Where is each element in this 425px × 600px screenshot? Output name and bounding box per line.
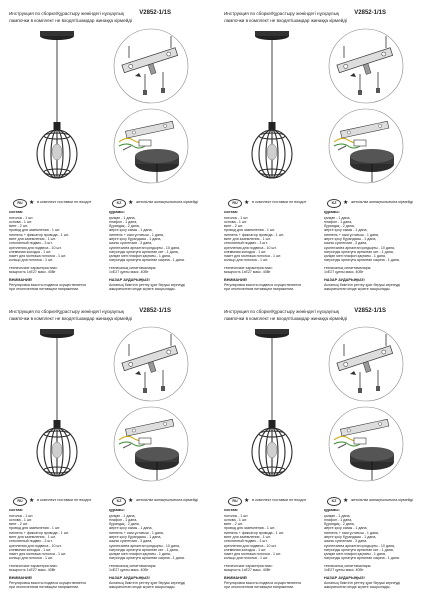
instruction-panel (218, 304, 418, 596)
list-item: жерге қосу сымы - 1 дана, (324, 228, 368, 233)
kz-badge: KZ (112, 497, 126, 506)
assembly-figures (224, 26, 412, 186)
warning-text (224, 581, 316, 590)
list-item: клеммная колодка - 1 шт. (9, 547, 52, 552)
warning-title: НАЗАР АУДАРЫҢЫЗ! (324, 278, 365, 283)
specs-value: мощность 1xE27 макс. 40Вт (9, 568, 56, 573)
list-item: патронды орнатуға арналған кит - 1 дана, (109, 249, 179, 254)
list-item: плафон - 1 дана, (109, 517, 138, 522)
specs-title: техникалық сипаттамалары: (324, 265, 372, 270)
ru-legend-text: в комплект поставки не входит (252, 498, 307, 502)
header-title: Инструкция по сборке/Құрастыру жөніндегі нұсқаулық (224, 309, 339, 314)
list-item: провод для заземления - 1 шт. (9, 228, 61, 233)
list-item: патронды орнатуға арналған сақина - 1 дана. (324, 556, 400, 561)
kz-legend-text: жеткізілім жинақтылығына кірмейді (351, 200, 413, 204)
specs-title: техникалық сипаттамалары: (109, 265, 157, 270)
list-item: основа - 1 шт. (9, 517, 32, 522)
list-item: суспензияға арналған қондырғы - 10 дана, (324, 543, 395, 548)
list-item: провод для заземления - 1 шт. (224, 228, 276, 233)
star-icon: ★ (244, 199, 250, 206)
list-item: қалқан - 1 дана, (324, 215, 351, 220)
warning-text (109, 283, 201, 292)
list-item: пакет для монтажа потолка - 1 шт. (224, 552, 282, 557)
list-item: патронды орнатуға арналған сақина - 1 дана. (324, 258, 400, 263)
contents-list (224, 514, 316, 561)
list-item: жерге қосу сымы - 1 дана, (324, 526, 368, 531)
header-subtitle: лампочки в комплект не входят/шамдар жинаққа кірмейді (224, 316, 347, 321)
list-item: суспензияға арналған қондырғы - 10 дана, (109, 543, 180, 548)
canopy-wiring-diagram (109, 404, 194, 484)
warning-title: НАЗАР АУДАРЫҢЫЗ! (324, 576, 365, 581)
specs-title: технические характеристики: (224, 563, 273, 568)
assembly-figures (9, 26, 197, 186)
star-icon: ★ (29, 199, 35, 206)
kazakh-column (109, 508, 201, 590)
warning-line: Регулировка высоты подвеса осуществляется (224, 282, 302, 287)
list-item: стеклянный подвес - 3 шт. (224, 539, 268, 544)
list-item: крепления для подвеса - 10 шт. (9, 245, 62, 250)
pendant-lamp-illustration (224, 26, 324, 191)
warning-line: Аспаның биіктігін реттеу қуат беруші кернеуді (324, 282, 401, 287)
list-item: кольцо для потолка - 1 шт. (9, 556, 54, 561)
list-item: патронды орнатуға арналған кит - 1 дана, (324, 249, 394, 254)
warning-text (109, 581, 201, 590)
panel-header (9, 10, 197, 26)
ru-legend-text: в комплект поставки не входит (37, 498, 92, 502)
panel-header (224, 308, 412, 324)
legend-row (224, 198, 412, 210)
pendant-lamp-illustration (9, 324, 109, 489)
ru-badge: RU (228, 199, 242, 208)
list-item: қалқан - 1 дана, (109, 513, 136, 518)
canopy-wiring-diagram (109, 106, 194, 186)
list-item: шыны суспензия - 3 дана, (109, 539, 153, 544)
pendant-lamp-illustration (224, 324, 324, 489)
assembly-figures (9, 324, 197, 484)
warning-text (9, 283, 101, 292)
list-item: шыны суспензия - 3 дана, (324, 539, 368, 544)
list-item: пакет для монтажа потолка - 1 шт. (9, 552, 67, 557)
list-item: потолок - 1 шт. (224, 513, 249, 518)
list-item: стеклянный подвес - 3 шт. (9, 539, 53, 544)
contents-list (109, 514, 201, 561)
list-item: ниппель + фиксатор провода - 1 шт. (9, 530, 69, 535)
warning-title: ВНИМАНИЕ! (9, 278, 33, 283)
panel-header (9, 308, 197, 324)
ru-badge: RU (13, 199, 27, 208)
list-item: ниппель + фиксатор провода - 1 шт. (9, 232, 69, 237)
specs-title: технические характеристики: (9, 265, 58, 270)
russian-column (224, 508, 316, 590)
specs-value: 1xE27 қуаты макс. 40Вт (324, 568, 364, 573)
list-item: қалқан - 1 дана, (109, 215, 136, 220)
specs-value: мощность 1xE27 макс. 40Вт (224, 270, 271, 275)
contents-title: құрамы: (324, 508, 340, 512)
list-item: кольцо для потолка - 1 шт. (9, 258, 54, 263)
list-item: винт для заземления - 1 шт. (9, 236, 56, 241)
warning-line: Регулировка высоты подвеса осуществляется (224, 580, 302, 585)
russian-column (224, 210, 316, 292)
warning-line: при отключенном питающем напряжении. (9, 585, 80, 590)
list-item: основа - 1 шт. (9, 219, 32, 224)
contents-title: состав: (9, 508, 24, 512)
list-item: суспензияға арналған қондырғы - 10 дана, (324, 245, 395, 250)
list-item: винт для заземления - 1 шт. (9, 534, 56, 539)
warning-title: ВНИМАНИЕ! (224, 278, 248, 283)
list-item: шыны суспензия - 3 дана, (324, 241, 368, 246)
list-item: ниппель + сым ұстағыш - 1 дана, (324, 530, 379, 535)
list-item: клеммная колодка - 1 шт. (224, 249, 267, 254)
warning-line: Аспаның биіктігін реттеу қуат беруші кернеуді (109, 282, 186, 287)
list-item: потолок - 1 шт. (9, 513, 34, 518)
legend-row (9, 496, 197, 508)
specs-title: техникалық сипаттамалары: (324, 563, 372, 568)
instruction-panel (218, 6, 418, 298)
list-item: жерге қосу бұрандасы - 1 дана, (324, 236, 377, 241)
warning-text (9, 581, 101, 590)
kazakh-column (324, 210, 416, 292)
warning-title: ВНИМАНИЕ! (9, 576, 33, 581)
instruction-panel (3, 6, 203, 298)
text-columns (224, 508, 412, 596)
contents-title: құрамы: (109, 210, 125, 214)
text-columns (9, 508, 197, 596)
list-item: ниппель + фиксатор провода - 1 шт. (224, 232, 284, 237)
warning-line: Регулировка высоты подвеса осуществляется (9, 282, 87, 287)
list-item: плафон - 1 дана, (324, 517, 353, 522)
kz-badge: KZ (112, 199, 126, 208)
warning-line: Регулировка высоты подвеса осуществляется (9, 580, 87, 585)
list-item: бұрандақ - 2 дана, (324, 224, 355, 229)
list-item: винт - 2 шт. (9, 224, 28, 229)
header-title: Инструкция по сборке/Құрастыру жөніндегі нұсқаулық (9, 309, 124, 314)
model-number: V2852-1/1S (139, 10, 171, 16)
list-item: бұрандақ - 2 дана, (109, 224, 140, 229)
list-item: кольцо для потолка - 1 шт. (224, 258, 269, 263)
mounting-bracket-diagram (109, 26, 194, 106)
warning-line: при отключенном питающем напряжении. (224, 585, 295, 590)
star-icon: ★ (343, 199, 349, 206)
kazakh-column (324, 508, 416, 590)
assembly-figures (224, 324, 412, 484)
warning-line: ажыратылған кезде жүзеге асырылады. (324, 287, 391, 292)
ru-legend-text: в комплект поставки не входит (252, 200, 307, 204)
list-item: винт для заземления - 1 шт. (224, 534, 271, 539)
star-icon: ★ (244, 497, 250, 504)
text-columns (9, 210, 197, 298)
list-item: крепления для подвеса - 10 шт. (224, 245, 277, 250)
list-item: клеммная колодка - 1 шт. (9, 249, 52, 254)
warning-text (224, 283, 316, 292)
mounting-bracket-diagram (324, 26, 409, 106)
list-item: патронды орнатуға арналған кит - 1 дана, (109, 547, 179, 552)
list-item: шыны суспензия - 3 дана, (109, 241, 153, 246)
warning-line: Аспаның биіктігін реттеу қуат беруші кернеуді (109, 580, 186, 585)
star-icon: ★ (128, 199, 134, 206)
list-item: пакет для монтажа потолка - 1 шт. (224, 254, 282, 259)
warning-title: НАЗАР АУДАРЫҢЫЗ! (109, 278, 150, 283)
list-item: ниппель + сым ұстағыш - 1 дана, (324, 232, 379, 237)
model-number: V2852-1/1S (354, 10, 386, 16)
pendant-lamp-illustration (9, 26, 109, 191)
kazakh-column (109, 210, 201, 292)
ru-badge: RU (13, 497, 27, 506)
list-item: жерге қосу сымы - 1 дана, (109, 526, 153, 531)
instruction-panel (3, 304, 203, 596)
list-item: қалқан мен плафон қақпағы - 1 дана, (109, 254, 171, 259)
list-item: бұрандақ - 2 дана, (109, 522, 140, 527)
list-item: стеклянный подвес - 3 шт. (224, 241, 268, 246)
list-item: стеклянный подвес - 3 шт. (9, 241, 53, 246)
list-item: крепления для подвеса - 10 шт. (9, 543, 62, 548)
list-item: основа - 1 шт. (224, 517, 247, 522)
russian-column (9, 210, 101, 292)
list-item: қалқан мен плафон қақпағы - 1 дана, (324, 254, 386, 259)
canopy-wiring-diagram (324, 106, 409, 186)
list-item: винт для заземления - 1 шт. (224, 236, 271, 241)
header-title: Инструкция по сборке/Құрастыру жөніндегі нұсқаулық (9, 11, 124, 16)
header-subtitle: лампочки в комплект не входят/шамдар жинаққа кірмейді (9, 316, 132, 321)
star-icon: ★ (29, 497, 35, 504)
russian-column (9, 508, 101, 590)
warning-line: ажыратылған кезде жүзеге асырылады. (324, 585, 391, 590)
list-item: винт - 2 шт. (224, 224, 243, 229)
contents-list (9, 514, 101, 561)
list-item: патронды орнатуға арналған кит - 1 дана, (324, 547, 394, 552)
specs-value: мощность 1xE27 макс. 40Вт (224, 568, 271, 573)
contents-title: состав: (224, 508, 239, 512)
list-item: ниппель + фиксатор провода - 1 шт. (224, 530, 284, 535)
specs-title: технические характеристики: (9, 563, 58, 568)
star-icon: ★ (343, 497, 349, 504)
mounting-bracket-diagram (109, 324, 194, 404)
contents-list (224, 216, 316, 263)
kz-badge: KZ (327, 497, 341, 506)
list-item: плафон - 1 дана, (324, 219, 353, 224)
warning-line: ажыратылған кезде жүзеге асырылады. (109, 585, 176, 590)
contents-list (109, 216, 201, 263)
list-item: қалқан - 1 дана, (324, 513, 351, 518)
list-item: патронды орнатуға арналған сақина - 1 дана. (109, 258, 185, 263)
kz-badge: KZ (327, 199, 341, 208)
contents-title: состав: (224, 210, 239, 214)
list-item: ниппель + сым ұстағыш - 1 дана, (109, 530, 164, 535)
list-item: основа - 1 шт. (224, 219, 247, 224)
warning-line: при отключенном питающем напряжении. (9, 287, 80, 292)
list-item: плафон - 1 дана, (109, 219, 138, 224)
specs-value: мощность 1xE27 макс. 40Вт (9, 270, 56, 275)
header-subtitle: лампочки в комплект не входят/шамдар жинаққа кірмейді (9, 18, 132, 23)
kz-legend-text: жеткізілім жинақтылығына кірмейді (136, 498, 198, 502)
contents-list (324, 216, 416, 263)
list-item: провод для заземления - 1 шт. (224, 526, 276, 531)
list-item: жерге қосу бұрандасы - 1 дана, (324, 534, 377, 539)
warning-line: при отключенном питающем напряжении. (224, 287, 295, 292)
text-columns (224, 210, 412, 298)
list-item: винт - 2 шт. (9, 522, 28, 527)
contents-list (324, 514, 416, 561)
list-item: крепления для подвеса - 10 шт. (224, 543, 277, 548)
kz-legend-text: жеткізілім жинақтылығына кірмейді (136, 200, 198, 204)
warning-title: ВНИМАНИЕ! (224, 576, 248, 581)
list-item: қалқан мен плафон қақпағы - 1 дана, (324, 552, 386, 557)
panel-header (224, 10, 412, 26)
contents-title: состав: (9, 210, 24, 214)
warning-line: ажыратылған кезде жүзеге асырылады. (109, 287, 176, 292)
list-item: жерге қосу бұрандасы - 1 дана, (109, 534, 162, 539)
list-item: потолок - 1 шт. (9, 215, 34, 220)
warning-title: НАЗАР АУДАРЫҢЫЗ! (109, 576, 150, 581)
header-title: Инструкция по сборке/Құрастыру жөніндегі нұсқаулық (224, 11, 339, 16)
list-item: ниппель + сым ұстағыш - 1 дана, (109, 232, 164, 237)
warning-line: Аспаның биіктігін реттеу қуат беруші кернеуді (324, 580, 401, 585)
warning-text (324, 283, 416, 292)
specs-title: техникалық сипаттамалары: (109, 563, 157, 568)
list-item: қалқан мен плафон қақпағы - 1 дана, (109, 552, 171, 557)
contents-title: құрамы: (324, 210, 340, 214)
specs-value: 1xE27 қуаты макс. 40Вт (324, 270, 364, 275)
list-item: пакет для монтажа потолка - 1 шт. (9, 254, 67, 259)
specs-value: 1xE27 қуаты макс. 40Вт (109, 270, 149, 275)
kz-legend-text: жеткізілім жинақтылығына кірмейді (351, 498, 413, 502)
list-item: потолок - 1 шт. (224, 215, 249, 220)
model-number: V2852-1/1S (139, 308, 171, 314)
legend-row (9, 198, 197, 210)
star-icon: ★ (128, 497, 134, 504)
contents-list (9, 216, 101, 263)
list-item: винт - 2 шт. (224, 522, 243, 527)
list-item: клеммная колодка - 1 шт. (224, 547, 267, 552)
header-subtitle: лампочки в комплект не входят/шамдар жинаққа кірмейді (224, 18, 347, 23)
ru-badge: RU (228, 497, 242, 506)
list-item: патронды орнатуға арналған сақина - 1 дана. (109, 556, 185, 561)
list-item: жерге қосу бұрандасы - 1 дана, (109, 236, 162, 241)
model-number: V2852-1/1S (354, 308, 386, 314)
list-item: суспензияға арналған қондырғы - 10 дана, (109, 245, 180, 250)
contents-title: құрамы: (109, 508, 125, 512)
specs-value: 1xE27 қуаты макс. 40Вт (109, 568, 149, 573)
list-item: провод для заземления - 1 шт. (9, 526, 61, 531)
specs-title: технические характеристики: (224, 265, 273, 270)
list-item: жерге қосу сымы - 1 дана, (109, 228, 153, 233)
mounting-bracket-diagram (324, 324, 409, 404)
legend-row (224, 496, 412, 508)
warning-text (324, 581, 416, 590)
ru-legend-text: в комплект поставки не входит (37, 200, 92, 204)
canopy-wiring-diagram (324, 404, 409, 484)
list-item: бұрандақ - 2 дана, (324, 522, 355, 527)
list-item: кольцо для потолка - 1 шт. (224, 556, 269, 561)
